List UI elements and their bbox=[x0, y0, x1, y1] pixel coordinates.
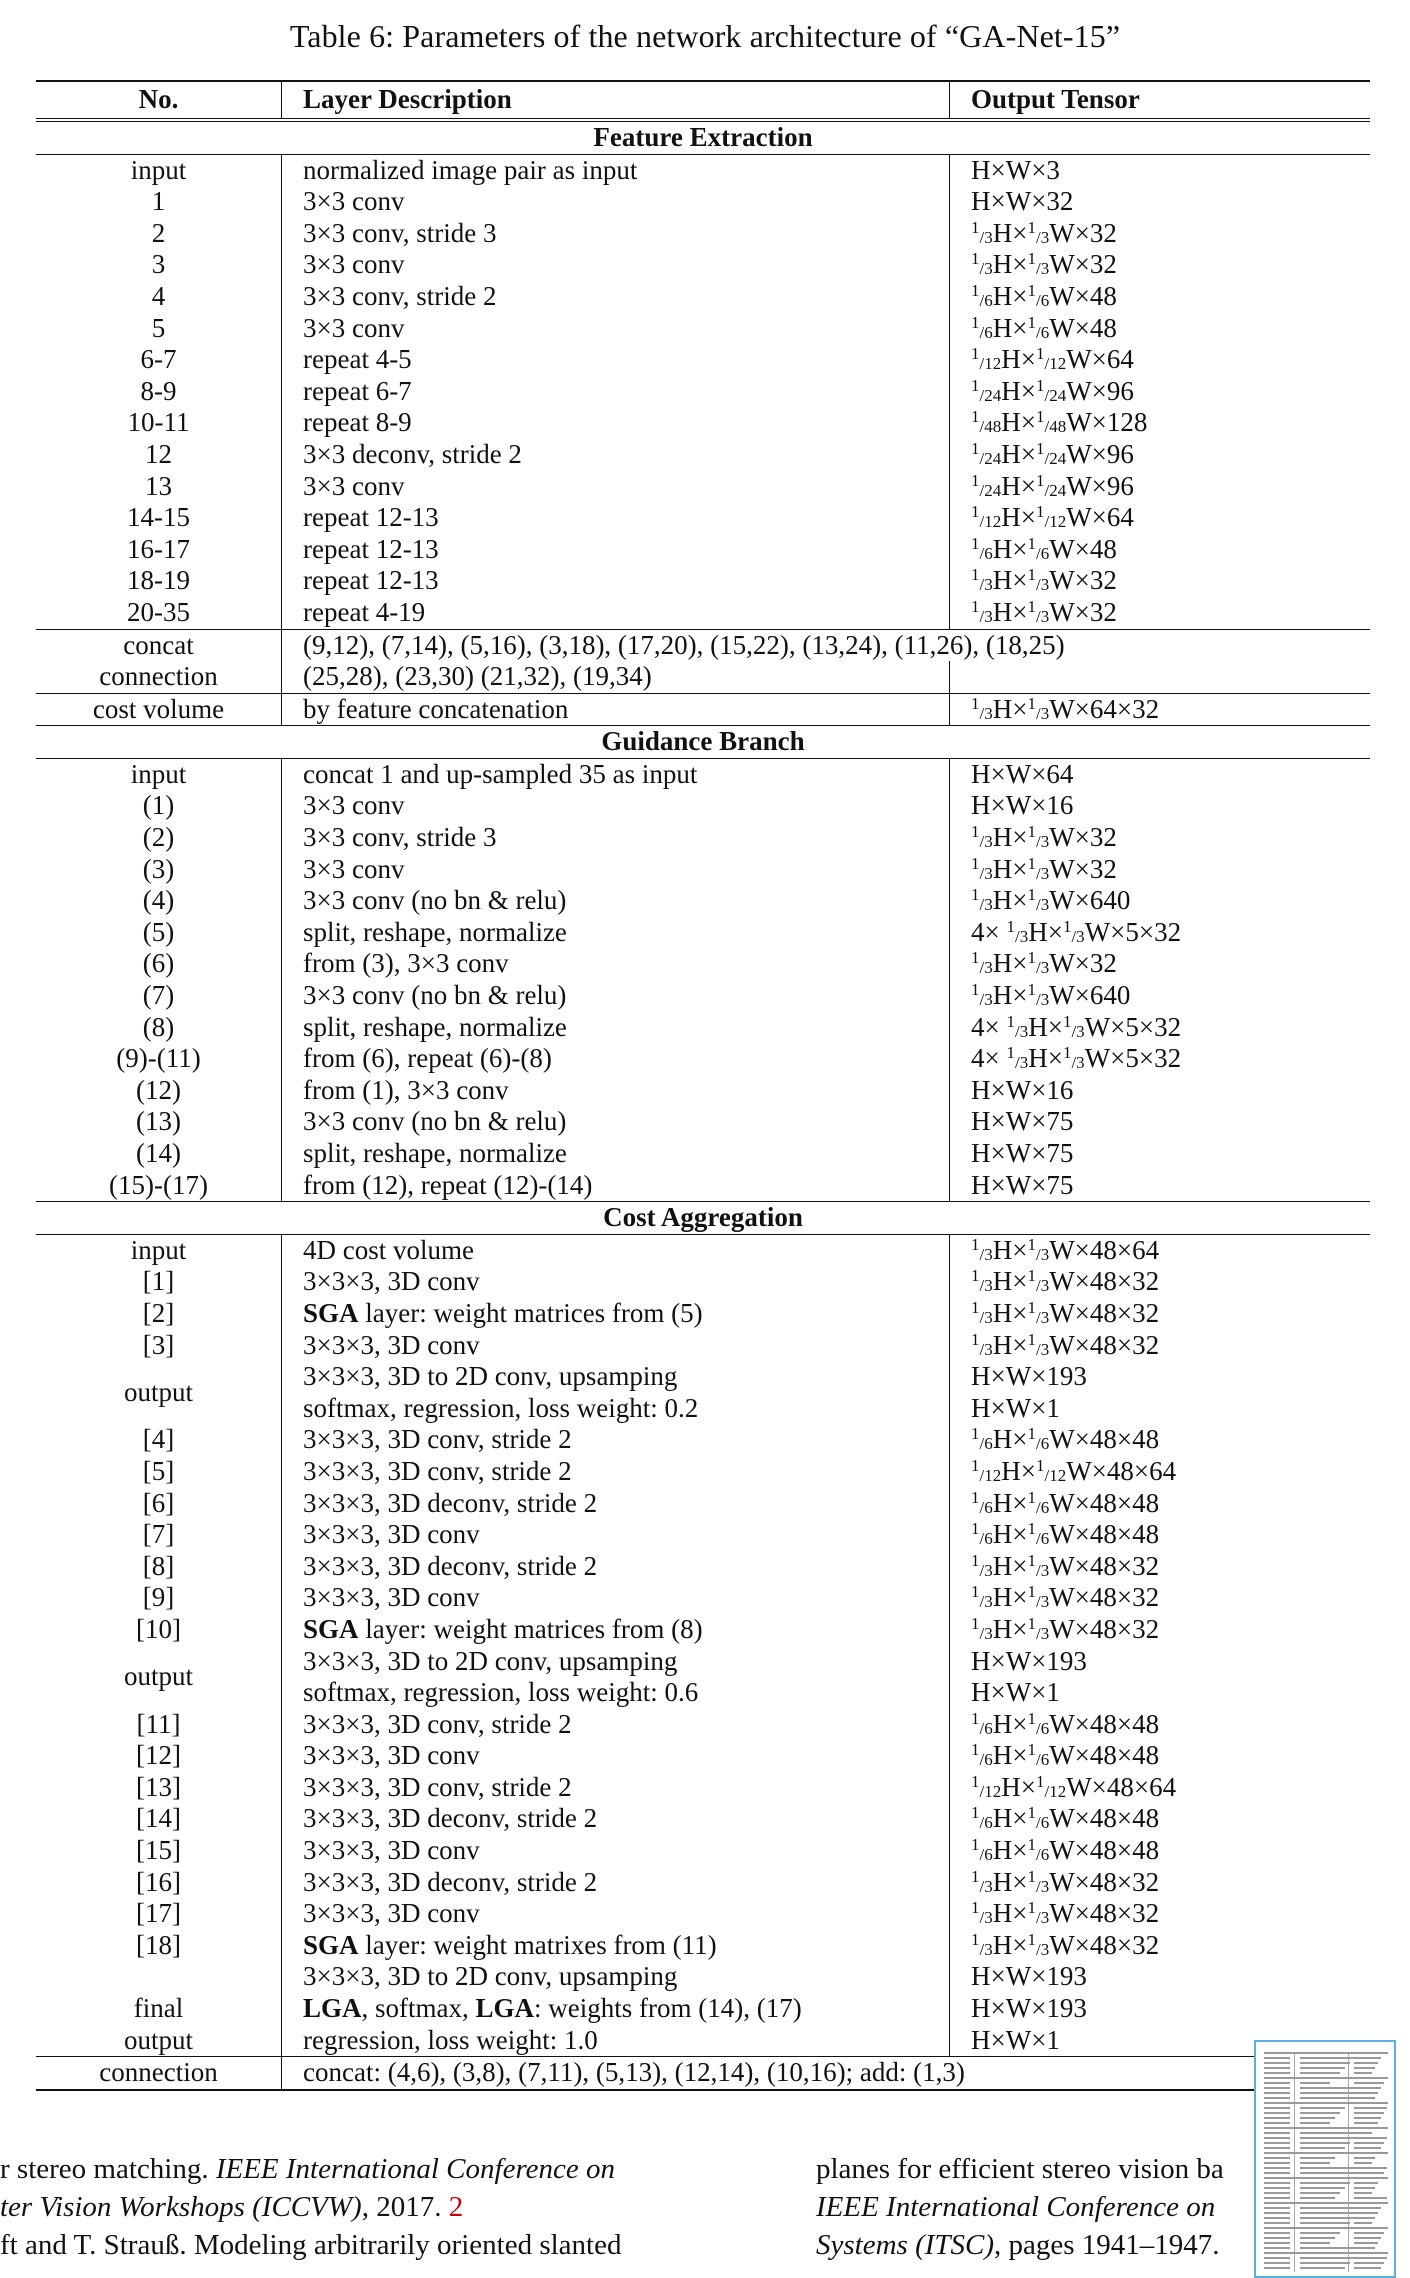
references-fragment bbox=[0, 2150, 1410, 2278]
cell-output-tensor: $^1_{/3}$H×$^1_{/3}$W×32 bbox=[971, 565, 1117, 596]
cell-no: connection bbox=[36, 2057, 282, 2090]
cell-output-tensor: $^1_{/3}$H×$^1_{/3}$W×48×32 bbox=[971, 1929, 1160, 1960]
cell-description: repeat 4-5 bbox=[282, 344, 950, 376]
cell-description: 3×3×3, 3D to 2D conv, upsamping bbox=[282, 1961, 950, 1993]
table-row bbox=[36, 1867, 1370, 1899]
cell-output-tensor: $^1_{/3}$H×$^1_{/3}$W×48×32 bbox=[971, 1266, 1160, 1297]
section-row bbox=[36, 120, 1370, 154]
cell-no: [7] bbox=[36, 1519, 282, 1551]
section-row bbox=[36, 726, 1370, 759]
cell-description: regression, loss weight: 1.0 bbox=[282, 2025, 950, 2057]
cell-description: 3×3 conv, stride 3 bbox=[282, 822, 950, 854]
cell-output-tensor: $^1_{/3}$H×$^1_{/3}$W×64×32 bbox=[950, 693, 1371, 726]
cell-output-tensor: $^1_{/3}$H×$^1_{/3}$W×48×64 bbox=[971, 1234, 1160, 1265]
section-title: Feature Extraction bbox=[36, 120, 1370, 154]
cell-description: 3×3×3, 3D conv bbox=[282, 1740, 950, 1772]
table-row bbox=[36, 1709, 1370, 1741]
references-left-column bbox=[0, 2150, 621, 2264]
cell-no: (7) bbox=[36, 980, 282, 1012]
table-row bbox=[36, 1424, 1370, 1456]
table-row bbox=[36, 376, 1370, 408]
cell-output-tensor: $^1_{/24}$H×$^1_{/24}$W×96 bbox=[971, 470, 1134, 501]
table-row bbox=[36, 1075, 1370, 1107]
cell-output-tensor: H×W×193 bbox=[971, 1961, 1087, 1992]
cell-description: normalized image pair as input bbox=[282, 154, 950, 186]
cell-description: 3×3 deconv, stride 2 bbox=[282, 439, 950, 471]
cell-output-tensor: 4× $^1_{/3}$H×$^1_{/3}$W×5×32 bbox=[971, 1043, 1182, 1074]
table-row bbox=[36, 790, 1370, 822]
table-row bbox=[36, 1551, 1370, 1583]
cell-description: 3×3 conv (no bn & relu) bbox=[282, 885, 950, 917]
header-layer-description: Layer Description bbox=[282, 81, 950, 120]
cell-no: 2 bbox=[36, 218, 282, 250]
table-row bbox=[36, 822, 1370, 854]
cell-output-tensor: H×W×1 bbox=[971, 2024, 1060, 2055]
cell-output-tensor: $^1_{/6}$H×$^1_{/6}$W×48 bbox=[971, 312, 1117, 343]
cell-description: from (1), 3×3 conv bbox=[282, 1075, 950, 1107]
cell-description: from (3), 3×3 conv bbox=[282, 948, 950, 980]
cell-output-tensor: $^1_{/3}$H×$^1_{/3}$W×32 bbox=[971, 853, 1117, 884]
cell-no: connection bbox=[36, 661, 282, 693]
cell-output-tensor: H×W×3 bbox=[971, 154, 1060, 185]
cell-description: SGA layer: weight matrixes from (11) bbox=[282, 1930, 950, 1962]
cell-no: [14] bbox=[36, 1803, 282, 1835]
reference-line: IEEE International Conference on bbox=[816, 2191, 1216, 2223]
table-row bbox=[36, 1266, 1370, 1298]
cell-no: 6-7 bbox=[36, 344, 282, 376]
cell-description: 3×3×3, 3D deconv, stride 2 bbox=[282, 1867, 950, 1899]
reference-link[interactable]: 2 bbox=[448, 2191, 464, 2223]
cell-description: 3×3×3, 3D conv bbox=[282, 1835, 950, 1867]
table-row bbox=[36, 534, 1370, 566]
table-row bbox=[36, 1106, 1370, 1138]
cell-no: 14-15 bbox=[36, 502, 282, 534]
cell-output-tensor: $^1_{/6}$H×$^1_{/6}$W×48×48 bbox=[971, 1708, 1160, 1739]
cell-output-tensor: H×W×193 bbox=[971, 1361, 1087, 1392]
table-row bbox=[36, 597, 1370, 629]
cell-description: repeat 8-9 bbox=[282, 407, 950, 439]
cell-no: [3] bbox=[36, 1330, 282, 1362]
cell-no: 10-11 bbox=[36, 407, 282, 439]
cell-description: split, reshape, normalize bbox=[282, 1138, 950, 1170]
cell-no: (14) bbox=[36, 1138, 282, 1170]
table-row bbox=[36, 439, 1370, 471]
page-thumbnail[interactable] bbox=[1254, 2040, 1396, 2278]
cell-output-tensor: 4× $^1_{/3}$H×$^1_{/3}$W×5×32 bbox=[971, 916, 1182, 947]
cell-description: (9,12), (7,14), (5,16), (3,18), (17,20), (15,22), (13,24), (11,26), (18,25) bbox=[282, 629, 1371, 661]
cell-description: 3×3×3, 3D deconv, stride 2 bbox=[282, 1551, 950, 1583]
cell-description: SGA layer: weight matrices from (5) bbox=[282, 1298, 950, 1330]
cell-description: 3×3 conv (no bn & relu) bbox=[282, 980, 950, 1012]
table-row bbox=[36, 1582, 1370, 1614]
cell-output-tensor: $^1_{/6}$H×$^1_{/6}$W×48×48 bbox=[971, 1803, 1160, 1834]
cell-output-tensor bbox=[950, 661, 1371, 693]
cell-description: 3×3 conv, stride 2 bbox=[282, 281, 950, 313]
table-row bbox=[36, 186, 1370, 218]
cell-output-tensor: $^1_{/6}$H×$^1_{/6}$W×48×48 bbox=[971, 1487, 1160, 1518]
cell-output-tensor: $^1_{/3}$H×$^1_{/3}$W×32 bbox=[971, 822, 1117, 853]
table-header-row bbox=[36, 81, 1370, 120]
cell-output-tensor: $^1_{/3}$H×$^1_{/3}$W×48×32 bbox=[971, 1898, 1160, 1929]
cell-output-tensor: $^1_{/24}$H×$^1_{/24}$W×96 bbox=[971, 375, 1134, 406]
table-row bbox=[36, 1138, 1370, 1170]
cell-output-tensor: $^1_{/3}$H×$^1_{/3}$W×640 bbox=[971, 980, 1131, 1011]
table-row bbox=[36, 1835, 1370, 1867]
cell-no bbox=[36, 1961, 282, 1993]
cell-description: 3×3×3, 3D conv bbox=[282, 1582, 950, 1614]
cell-description: split, reshape, normalize bbox=[282, 917, 950, 949]
table-row bbox=[36, 218, 1370, 250]
cell-no: (1) bbox=[36, 790, 282, 822]
table-row bbox=[36, 1361, 1370, 1393]
cell-description: softmax, regression, loss weight: 0.2 bbox=[282, 1393, 950, 1425]
cell-no: [13] bbox=[36, 1772, 282, 1804]
cell-no: (9)-(11) bbox=[36, 1043, 282, 1075]
cell-no: 16-17 bbox=[36, 534, 282, 566]
cell-output-tensor: $^1_{/3}$H×$^1_{/3}$W×48×32 bbox=[971, 1297, 1160, 1328]
cell-output-tensor: $^1_{/3}$H×$^1_{/3}$W×32 bbox=[971, 249, 1117, 280]
cell-description: 3×3 conv bbox=[282, 313, 950, 345]
table-row bbox=[36, 1170, 1370, 1202]
table-row bbox=[36, 629, 1370, 661]
reference-line: r stereo matching. IEEE International Conference on bbox=[0, 2153, 616, 2185]
table-row bbox=[36, 661, 1370, 693]
cell-no: 18-19 bbox=[36, 565, 282, 597]
cell-output-tensor: $^1_{/48}$H×$^1_{/48}$W×128 bbox=[971, 407, 1148, 438]
cell-description: concat 1 and up-sampled 35 as input bbox=[282, 758, 950, 790]
cell-output-tensor: $^1_{/12}$H×$^1_{/12}$W×48×64 bbox=[971, 1771, 1177, 1802]
cell-description: concat: (4,6), (3,8), (7,11), (5,13), (12,14), (10,16); add: (1,3) bbox=[282, 2057, 1371, 2090]
cell-no: final bbox=[36, 1993, 282, 2025]
cell-description: 4D cost volume bbox=[282, 1234, 950, 1266]
table-row bbox=[36, 1646, 1370, 1678]
section-title: Cost Aggregation bbox=[36, 1202, 1370, 1235]
cell-description: 3×3 conv bbox=[282, 790, 950, 822]
cell-no: (8) bbox=[36, 1012, 282, 1044]
cell-no: [10] bbox=[36, 1614, 282, 1646]
cell-no: [8] bbox=[36, 1551, 282, 1583]
cell-no: [2] bbox=[36, 1298, 282, 1330]
cell-no: 3 bbox=[36, 249, 282, 281]
table-caption: Table 6: Parameters of the network architecture of “GA-Net-15” bbox=[289, 18, 1121, 54]
cell-output-tensor: H×W×16 bbox=[971, 1074, 1074, 1105]
cell-output-tensor: H×W×75 bbox=[971, 1169, 1074, 1200]
cell-description: repeat 4-19 bbox=[282, 597, 950, 629]
cell-output-tensor: $^1_{/3}$H×$^1_{/3}$W×48×32 bbox=[971, 1866, 1160, 1897]
table-row bbox=[36, 885, 1370, 917]
table-row bbox=[36, 1234, 1370, 1266]
cell-no: output bbox=[36, 1361, 282, 1424]
cell-description: from (6), repeat (6)-(8) bbox=[282, 1043, 950, 1075]
cell-description: 3×3 conv bbox=[282, 186, 950, 218]
cell-output-tensor: $^1_{/6}$H×$^1_{/6}$W×48×48 bbox=[971, 1424, 1160, 1455]
cell-output-tensor: $^1_{/6}$H×$^1_{/6}$W×48 bbox=[971, 533, 1117, 564]
table-row bbox=[36, 502, 1370, 534]
cell-no: [12] bbox=[36, 1740, 282, 1772]
cell-description: 3×3×3, 3D deconv, stride 2 bbox=[282, 1803, 950, 1835]
cell-description: (25,28), (23,30) (21,32), (19,34) bbox=[282, 661, 950, 693]
cell-output-tensor: H×W×193 bbox=[971, 1645, 1087, 1676]
table-row bbox=[36, 1488, 1370, 1520]
table-row bbox=[36, 2025, 1370, 2057]
cell-description: 3×3×3, 3D to 2D conv, upsamping bbox=[282, 1646, 950, 1678]
cell-description: 3×3×3, 3D deconv, stride 2 bbox=[282, 1488, 950, 1520]
cell-output-tensor: $^1_{/3}$H×$^1_{/3}$W×48×32 bbox=[971, 1582, 1160, 1613]
cell-output-tensor: H×W×75 bbox=[971, 1138, 1074, 1168]
table-row bbox=[36, 693, 1370, 726]
table-row bbox=[36, 1519, 1370, 1551]
cell-no: [15] bbox=[36, 1835, 282, 1867]
cell-description: repeat 12-13 bbox=[282, 502, 950, 534]
cell-no: 1 bbox=[36, 186, 282, 218]
table-row bbox=[36, 1961, 1370, 1993]
cell-output-tensor: H×W×75 bbox=[971, 1106, 1074, 1137]
cell-output-tensor: $^1_{/6}$H×$^1_{/6}$W×48×48 bbox=[971, 1835, 1160, 1866]
cell-no: [6] bbox=[36, 1488, 282, 1520]
cell-output-tensor: H×W×32 bbox=[971, 186, 1074, 217]
table-row bbox=[36, 1298, 1370, 1330]
cell-description: 3×3 conv, stride 3 bbox=[282, 218, 950, 250]
cell-description: 3×3 conv bbox=[282, 471, 950, 503]
table-row bbox=[36, 154, 1370, 186]
cell-description: SGA layer: weight matrices from (8) bbox=[282, 1614, 950, 1646]
cell-no: [16] bbox=[36, 1867, 282, 1899]
cell-description: 3×3×3, 3D conv bbox=[282, 1266, 950, 1298]
cell-no: input bbox=[36, 1234, 282, 1266]
cell-description: 3×3 conv (no bn & relu) bbox=[282, 1106, 950, 1138]
cell-no: (13) bbox=[36, 1106, 282, 1138]
references-right-column bbox=[816, 2150, 1224, 2264]
cell-no: [4] bbox=[36, 1424, 282, 1456]
reference-line: ft and T. Strauß. Modeling arbitrarily oriented slanted bbox=[0, 2229, 622, 2261]
architecture-table bbox=[36, 80, 1370, 2091]
cell-output-tensor: 4× $^1_{/3}$H×$^1_{/3}$W×5×32 bbox=[971, 1011, 1182, 1042]
cell-description: repeat 12-13 bbox=[282, 565, 950, 597]
cell-no: (12) bbox=[36, 1075, 282, 1107]
cell-description: 3×3×3, 3D conv, stride 2 bbox=[282, 1456, 950, 1488]
cell-description: 3×3×3, 3D conv, stride 2 bbox=[282, 1424, 950, 1456]
header-output-tensor: Output Tensor bbox=[950, 81, 1371, 120]
cell-output-tensor: $^1_{/6}$H×$^1_{/6}$W×48×48 bbox=[971, 1740, 1160, 1771]
cell-description: 3×3×3, 3D conv bbox=[282, 1898, 950, 1930]
cell-no: 5 bbox=[36, 313, 282, 345]
cell-description: repeat 12-13 bbox=[282, 534, 950, 566]
cell-no: (4) bbox=[36, 885, 282, 917]
cell-output-tensor: H×W×193 bbox=[971, 1993, 1087, 2024]
cell-output-tensor: H×W×16 bbox=[971, 790, 1074, 821]
cell-no: (15)-(17) bbox=[36, 1170, 282, 1202]
table-row bbox=[36, 1012, 1370, 1044]
table-row bbox=[36, 758, 1370, 790]
cell-description: 3×3 conv bbox=[282, 854, 950, 886]
cell-no: input bbox=[36, 758, 282, 790]
table-row bbox=[36, 1614, 1370, 1646]
table-row bbox=[36, 313, 1370, 345]
cell-output-tensor: $^1_{/6}$H×$^1_{/6}$W×48×48 bbox=[971, 1519, 1160, 1550]
table-row bbox=[36, 854, 1370, 886]
table-row bbox=[36, 407, 1370, 439]
cell-output-tensor: $^1_{/3}$H×$^1_{/3}$W×48×32 bbox=[971, 1550, 1160, 1581]
reference-line: Systems (ITSC), pages 1941–1947. bbox=[816, 2229, 1220, 2261]
cell-output-tensor: $^1_{/12}$H×$^1_{/12}$W×64 bbox=[971, 502, 1134, 533]
cell-no: 12 bbox=[36, 439, 282, 471]
cell-no: 4 bbox=[36, 281, 282, 313]
cell-description: LGA, softmax, LGA: weights from (14), (17) bbox=[282, 1993, 950, 2025]
cell-no: [11] bbox=[36, 1709, 282, 1741]
table-row bbox=[36, 1740, 1370, 1772]
cell-output-tensor: $^1_{/3}$H×$^1_{/3}$W×32 bbox=[971, 948, 1117, 979]
cell-no: (2) bbox=[36, 822, 282, 854]
cell-description: 3×3×3, 3D to 2D conv, upsamping bbox=[282, 1361, 950, 1393]
cell-no: output bbox=[36, 1646, 282, 1709]
header-no: No. bbox=[36, 81, 282, 120]
cell-no: [1] bbox=[36, 1266, 282, 1298]
table-row bbox=[36, 281, 1370, 313]
cell-output-tensor: $^1_{/6}$H×$^1_{/6}$W×48 bbox=[971, 280, 1117, 311]
table-row bbox=[36, 1930, 1370, 1962]
table-row bbox=[36, 1456, 1370, 1488]
cell-no: concat bbox=[36, 629, 282, 661]
cell-no: 8-9 bbox=[36, 376, 282, 408]
cell-description: split, reshape, normalize bbox=[282, 1012, 950, 1044]
cell-description: 3×3 conv bbox=[282, 249, 950, 281]
cell-no: (6) bbox=[36, 948, 282, 980]
cell-no: output bbox=[36, 2025, 282, 2057]
cell-output-tensor: $^1_{/3}$H×$^1_{/3}$W×640 bbox=[971, 885, 1131, 916]
reference-line: ter Vision Workshops (ICCVW), 2017. 2 bbox=[0, 2191, 464, 2223]
cell-output-tensor: H×W×1 bbox=[971, 1392, 1060, 1423]
cell-description: from (12), repeat (12)-(14) bbox=[282, 1170, 950, 1202]
cell-output-tensor: H×W×1 bbox=[971, 1677, 1060, 1708]
table-row bbox=[36, 1330, 1370, 1362]
cell-no: [18] bbox=[36, 1930, 282, 1962]
cell-description: by feature concatenation bbox=[282, 693, 950, 726]
cell-output-tensor: $^1_{/3}$H×$^1_{/3}$W×48×32 bbox=[971, 1329, 1160, 1360]
table-row bbox=[36, 344, 1370, 376]
cell-description: 3×3×3, 3D conv, stride 2 bbox=[282, 1772, 950, 1804]
table-row bbox=[36, 1803, 1370, 1835]
cell-description: 3×3×3, 3D conv bbox=[282, 1519, 950, 1551]
table-row bbox=[36, 1772, 1370, 1804]
table-row bbox=[36, 565, 1370, 597]
cell-output-tensor: $^1_{/3}$H×$^1_{/3}$W×32 bbox=[971, 217, 1117, 248]
table-row bbox=[36, 917, 1370, 949]
cell-output-tensor: $^1_{/12}$H×$^1_{/12}$W×64 bbox=[971, 344, 1134, 375]
table-row bbox=[36, 249, 1370, 281]
section-row bbox=[36, 1202, 1370, 1235]
table-row bbox=[36, 1898, 1370, 1930]
section-title: Guidance Branch bbox=[36, 726, 1370, 759]
cell-output-tensor: $^1_{/24}$H×$^1_{/24}$W×96 bbox=[971, 438, 1134, 469]
cell-no: [17] bbox=[36, 1898, 282, 1930]
table-row bbox=[36, 980, 1370, 1012]
cell-output-tensor: $^1_{/12}$H×$^1_{/12}$W×48×64 bbox=[971, 1455, 1177, 1486]
cell-output-tensor: $^1_{/3}$H×$^1_{/3}$W×32 bbox=[971, 596, 1117, 627]
cell-no: [9] bbox=[36, 1582, 282, 1614]
cell-description: 3×3×3, 3D conv, stride 2 bbox=[282, 1709, 950, 1741]
cell-description: repeat 6-7 bbox=[282, 376, 950, 408]
cell-output-tensor: H×W×64 bbox=[971, 758, 1074, 789]
table-row bbox=[36, 2057, 1370, 2090]
cell-description: softmax, regression, loss weight: 0.6 bbox=[282, 1677, 950, 1709]
cell-no: (5) bbox=[36, 917, 282, 949]
cell-no: [5] bbox=[36, 1456, 282, 1488]
cell-no: input bbox=[36, 154, 282, 186]
table-row bbox=[36, 471, 1370, 503]
reference-line: planes for efficient stereo vision ba bbox=[816, 2153, 1224, 2185]
cell-no: 20-35 bbox=[36, 597, 282, 629]
table-row bbox=[36, 1043, 1370, 1075]
table-row bbox=[36, 1993, 1370, 2025]
cell-no: (3) bbox=[36, 854, 282, 886]
table-row bbox=[36, 948, 1370, 980]
cell-no: cost volume bbox=[36, 693, 282, 726]
cell-output-tensor: $^1_{/3}$H×$^1_{/3}$W×48×32 bbox=[971, 1613, 1160, 1644]
cell-no: 13 bbox=[36, 471, 282, 503]
cell-description: 3×3×3, 3D conv bbox=[282, 1330, 950, 1362]
